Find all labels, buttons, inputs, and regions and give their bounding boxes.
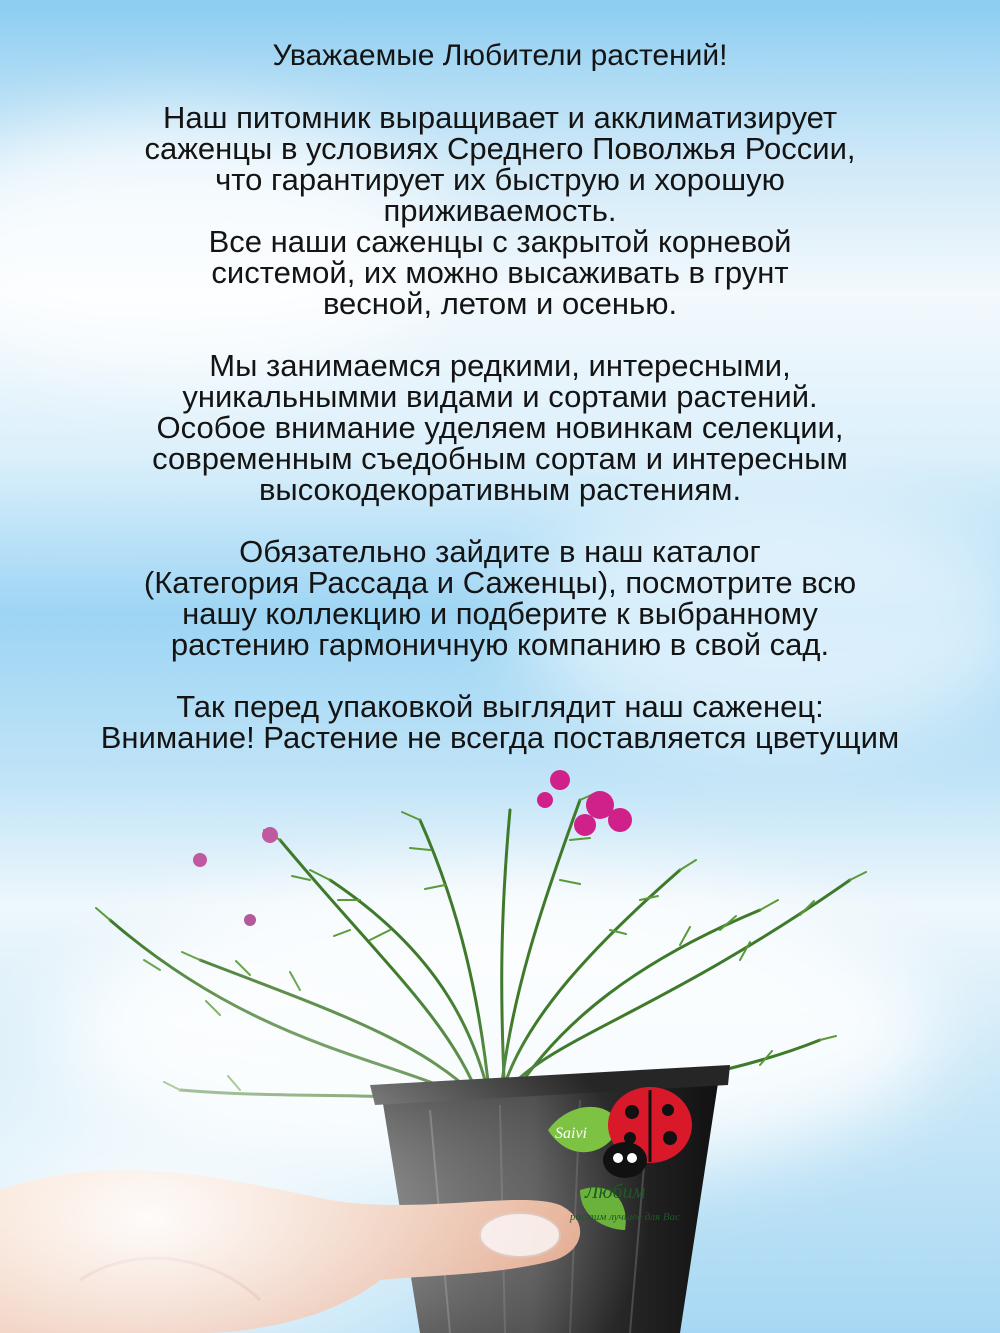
text-line: Все наши саженцы с закрытой корневой	[208, 224, 792, 259]
logo-slogan: растим лучшее для Вас	[570, 1211, 681, 1223]
text-line: нашу коллекцию и подберите к выбранному	[182, 596, 818, 631]
logo-name: Любим	[585, 1181, 646, 1203]
text-line: Обязательно зайдите в наш каталог	[239, 534, 761, 569]
letter-text	[0, 40, 1000, 753]
text-line: высокодекоративным растениям.	[258, 472, 742, 507]
text-line: (Категория Рассада и Саженцы), посмотрите всю	[143, 565, 857, 600]
heading: Уважаемые Любители растений!	[272, 39, 728, 72]
text-line: Особое внимание уделяем новинкам селекции,	[156, 410, 844, 445]
text-line: Наш питомник выращивает и акклиматизирует	[162, 100, 838, 135]
text-line: саженцы в условиях Среднего Поволжья России,	[144, 131, 856, 166]
text-line: Так перед упаковкой выглядит наш саженец:	[176, 689, 824, 724]
nursery-logo	[540, 1080, 710, 1240]
text-line: приживаемость.	[383, 193, 617, 228]
plant-photo	[0, 760, 1000, 1333]
text-line: растению гармоничную компанию в свой сад.	[170, 627, 830, 662]
text-line: системой, их можно высаживать в грунт	[211, 255, 789, 290]
text-line: что гарантирует их быструю и хорошую	[215, 162, 785, 197]
text-line: Внимание! Растение не всегда поставляется цветущим	[100, 720, 900, 755]
logo-brand-leaf: Saivi	[555, 1125, 587, 1142]
text-line: Мы занимаемся редкими, интересными,	[209, 348, 791, 383]
text-line: весной, летом и осенью.	[322, 286, 678, 321]
text-line: уникальнымми видами и сортами растений.	[182, 379, 818, 414]
text-line: современным съедобным сортам и интересным	[152, 441, 848, 476]
ladybug-icon	[603, 1087, 692, 1178]
